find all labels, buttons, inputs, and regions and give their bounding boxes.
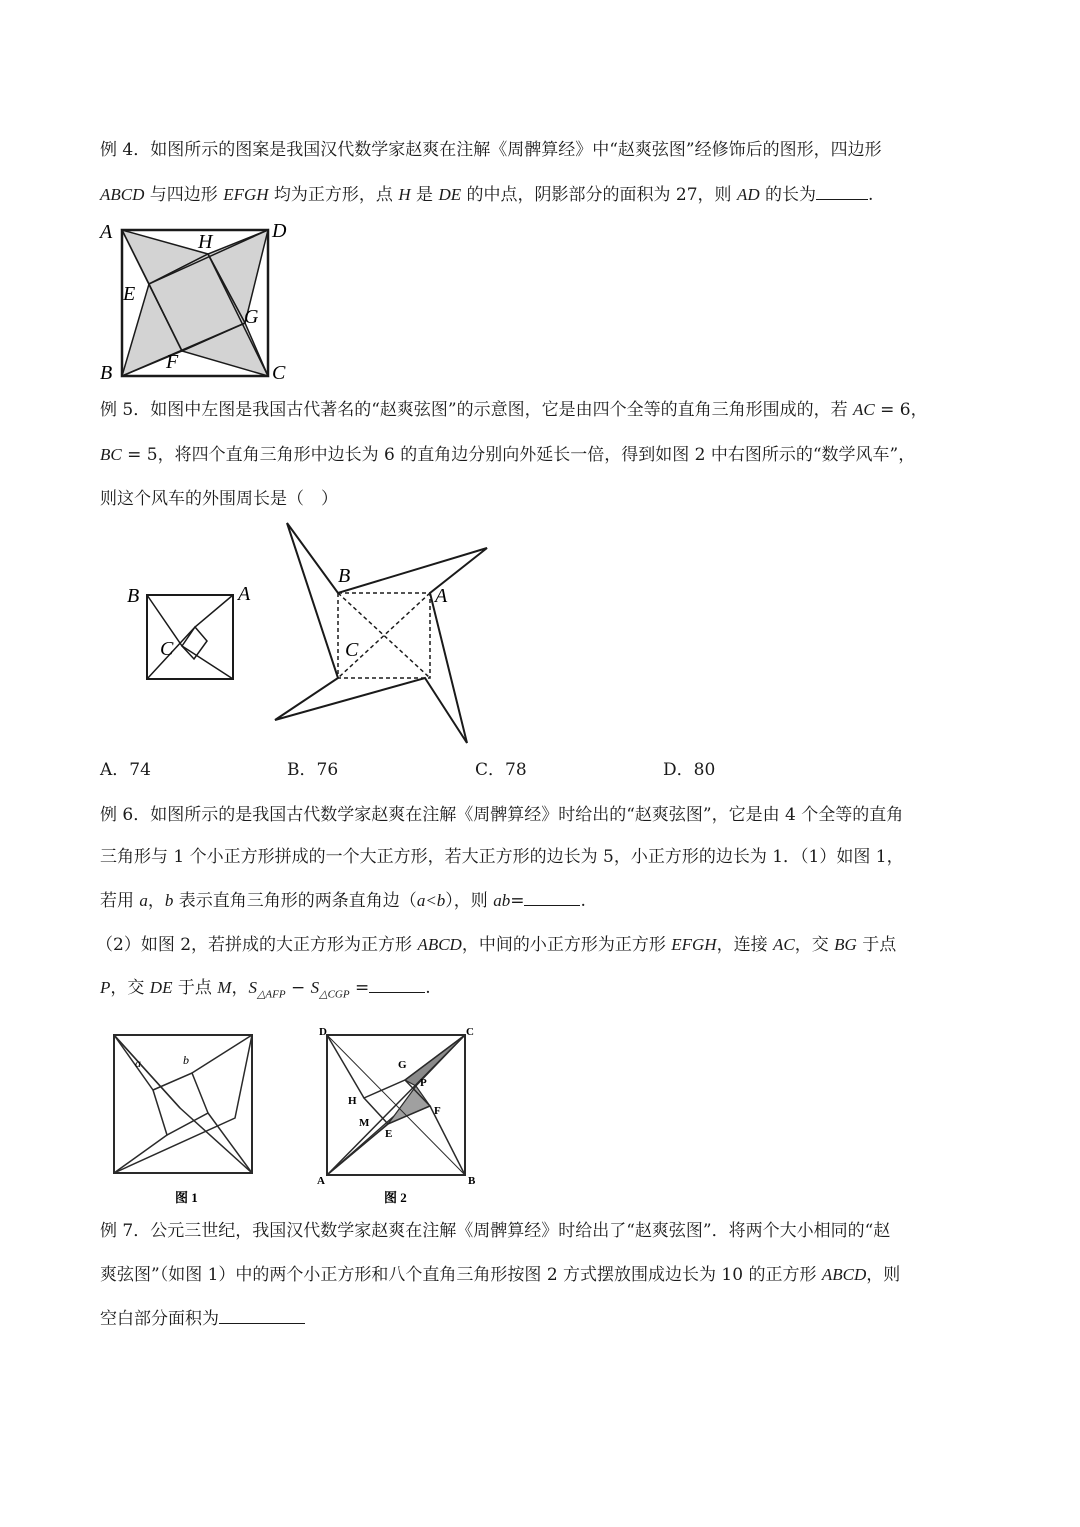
option-b[interactable] (287, 758, 338, 782)
line (114, 1035, 153, 1090)
ex7-line-1 (100, 1219, 890, 1243)
ex4-text: 与四边形 (144, 185, 224, 205)
triangle-edges-1 (147, 595, 233, 679)
ex4-line-1 (100, 138, 882, 162)
ex5-text: 则这个风车的外围周长是（ ） (100, 489, 338, 509)
label-e: E (385, 1128, 393, 1140)
option-value: 74 (129, 760, 151, 780)
label-c: C (272, 362, 286, 383)
ex6-text: 表示直角三角形的两条直角边（ (173, 891, 417, 911)
ex6-text: . (580, 891, 586, 911)
label-a: A (100, 221, 113, 243)
label-m: M (359, 1117, 370, 1129)
line (208, 1113, 252, 1173)
ex6-efgh: EFGH (671, 935, 717, 954)
option-letter: D． (663, 760, 694, 780)
ex6-text: ， (231, 978, 249, 998)
ex6-text: 于点 (856, 935, 897, 955)
label-f: F (166, 351, 179, 373)
figure-2-caption: 图 2 (384, 1190, 407, 1205)
answer-blank (524, 891, 580, 906)
ex5-line-2 (100, 443, 915, 467)
line (114, 1135, 167, 1173)
ex6-text: 于点 (172, 978, 218, 998)
option-a[interactable] (100, 758, 151, 782)
label-a: a (135, 1056, 141, 1070)
label-g: G (398, 1059, 407, 1071)
ex7-text: 空白部分面积为 (100, 1309, 219, 1329)
label-c: C (345, 639, 359, 661)
ex6-p: P (100, 978, 111, 997)
ex6-text: ，交 (110, 978, 150, 998)
line (192, 1035, 252, 1073)
ex6-s1-sub: △AFP (256, 988, 286, 1001)
ex4-text: . (868, 185, 874, 205)
ex7-abcd: ABCD (821, 1265, 867, 1284)
ex5-bc: BC (100, 445, 122, 464)
label-b: B (100, 362, 113, 383)
ex5-text: = 5，将四个直角三角形中边长为 6 的直角边分别向外延长一倍，得到如图 2 中右图所示的“数学风车”， (121, 445, 916, 465)
answer-blank (816, 185, 868, 200)
label-h: H (348, 1095, 357, 1107)
answer-blank (369, 978, 425, 993)
figure-1-caption: 图 1 (175, 1190, 198, 1205)
ex7-text: ，则 (866, 1265, 901, 1285)
line (327, 1124, 388, 1175)
ex6-line-5 (100, 976, 431, 1006)
label-e: E (123, 283, 136, 305)
ex6-text: ，连接 (716, 935, 773, 955)
label-c: C (466, 1026, 474, 1038)
ex6-text: 若用 (100, 891, 140, 911)
ex7-text: 爽弦图”（如图 1）中的两个小正方形和八个直角三角形按图 2 方式摆放围成边长为 10 的正方形 (100, 1265, 822, 1285)
ex5-line-1 (100, 398, 928, 422)
ex6-de: DE (149, 978, 173, 997)
ex4-text: 的长为 (759, 185, 817, 205)
ex5-line-3 (100, 487, 338, 511)
label-a: A (435, 585, 448, 607)
ex6-line-4 (96, 933, 896, 957)
ex6-figure-1 (105, 1025, 265, 1210)
label-b: B (338, 565, 351, 587)
ex6-text: 三角形与 1 个小正方形拼成的一个大正方形，若大正方形的边长为 5，小正方形的边长为 1．（1）如图 1， (100, 847, 904, 867)
ex6-m: M (217, 978, 232, 997)
option-value: 80 (693, 760, 716, 780)
label-b: B (468, 1175, 476, 1187)
ex6-text: = (510, 891, 525, 911)
ex6-s1: S (248, 978, 257, 997)
option-value: 76 (316, 760, 339, 780)
option-c[interactable] (475, 758, 527, 782)
ex6-text: ， (147, 891, 165, 911)
triangle-edges-2 (147, 595, 233, 679)
ex5-text: 例 5．如图中左图是我国古代著名的“赵爽弦图”的示意图，它是由四个全等的直角三角形围成的，若 (100, 400, 854, 420)
ex6-line-2 (100, 845, 904, 869)
ex6-text: − (285, 978, 311, 998)
line (405, 1035, 465, 1080)
ex6-s2: S (310, 978, 320, 997)
ex6-figure-2 (310, 1020, 485, 1210)
ex6-text: ，中间的小正方形为正方形 (461, 935, 672, 955)
label-d: D (272, 220, 287, 242)
label-b: B (127, 585, 140, 607)
ex6-s2-sub: △CGP (319, 988, 350, 1001)
label-g: G (244, 306, 259, 328)
ex6-text: （2）如图 2，若拼成的大正方形为正方形 (96, 935, 418, 955)
label-c: C (160, 638, 174, 660)
ex4-text-1: 例 4．如图所示的图案是我国汉代数学家赵爽在注解《周髀算经》中“赵爽弦图”经修饰后的图形，四边形 (100, 140, 882, 160)
ex6-text: ，交 (794, 935, 835, 955)
option-value: 78 (505, 760, 527, 780)
ex4-h: H (398, 185, 411, 204)
option-d[interactable] (663, 758, 715, 782)
ex6-line-1 (100, 803, 903, 827)
label-h: H (198, 231, 213, 253)
ex5-text: = 6， (874, 400, 928, 420)
ex6-line-3 (100, 889, 586, 913)
ex4-de: DE (438, 185, 462, 204)
ex6-text: = (349, 978, 370, 998)
ex6-ac: AC (772, 935, 795, 954)
ex4-figure (95, 218, 295, 383)
label-f: F (434, 1105, 441, 1117)
ex4-text: 是 (410, 185, 439, 205)
ex7-line-2 (100, 1263, 900, 1287)
ex5-windmill-figure (265, 518, 495, 748)
ex7-line-3 (100, 1307, 305, 1331)
option-letter: C． (475, 760, 506, 780)
ex4-text: 的中点，阴影部分的面积为 27，则 (461, 185, 737, 205)
ex4-line-2 (100, 183, 873, 207)
ex6-text: . (425, 978, 431, 998)
option-letter: A． (100, 760, 130, 780)
ex6-a: a (139, 891, 148, 910)
label-p: P (420, 1077, 427, 1089)
ex4-text: 均为正方形，点 (268, 185, 399, 205)
ex6-ab: ab (493, 891, 511, 910)
label-b: b (183, 1053, 189, 1067)
ex6-b: b (164, 891, 174, 910)
option-letter: B． (287, 760, 317, 780)
ex6-a-lt-b: a<b (416, 891, 446, 910)
ex4-abcd: ABCD (100, 185, 145, 204)
ex5-ac: AC (853, 400, 875, 419)
ex6-text: ），则 (445, 891, 494, 911)
ex7-text: 例 7．公元三世纪，我国汉代数学家赵爽在注解《周髀算经》时给出了“赵爽弦图”．将两个大小相同的“赵 (100, 1221, 891, 1241)
ex6-bg: BG (834, 935, 857, 954)
ex4-ad: AD (736, 185, 760, 204)
label-d: D (319, 1026, 327, 1038)
label-a: A (317, 1175, 325, 1187)
ex5-left-figure (120, 580, 260, 685)
ex6-text: 例 6．如图所示的是我国古代数学家赵爽在注解《周髀算经》时给出的“赵爽弦图”，它是由 4 个全等的直角 (100, 805, 904, 825)
answer-blank (219, 1309, 305, 1324)
label-a: A (238, 583, 251, 605)
ex6-abcd: ABCD (417, 935, 462, 954)
outer-square (147, 595, 233, 679)
line (114, 1035, 180, 1108)
ex4-efgh: EFGH (223, 185, 269, 204)
